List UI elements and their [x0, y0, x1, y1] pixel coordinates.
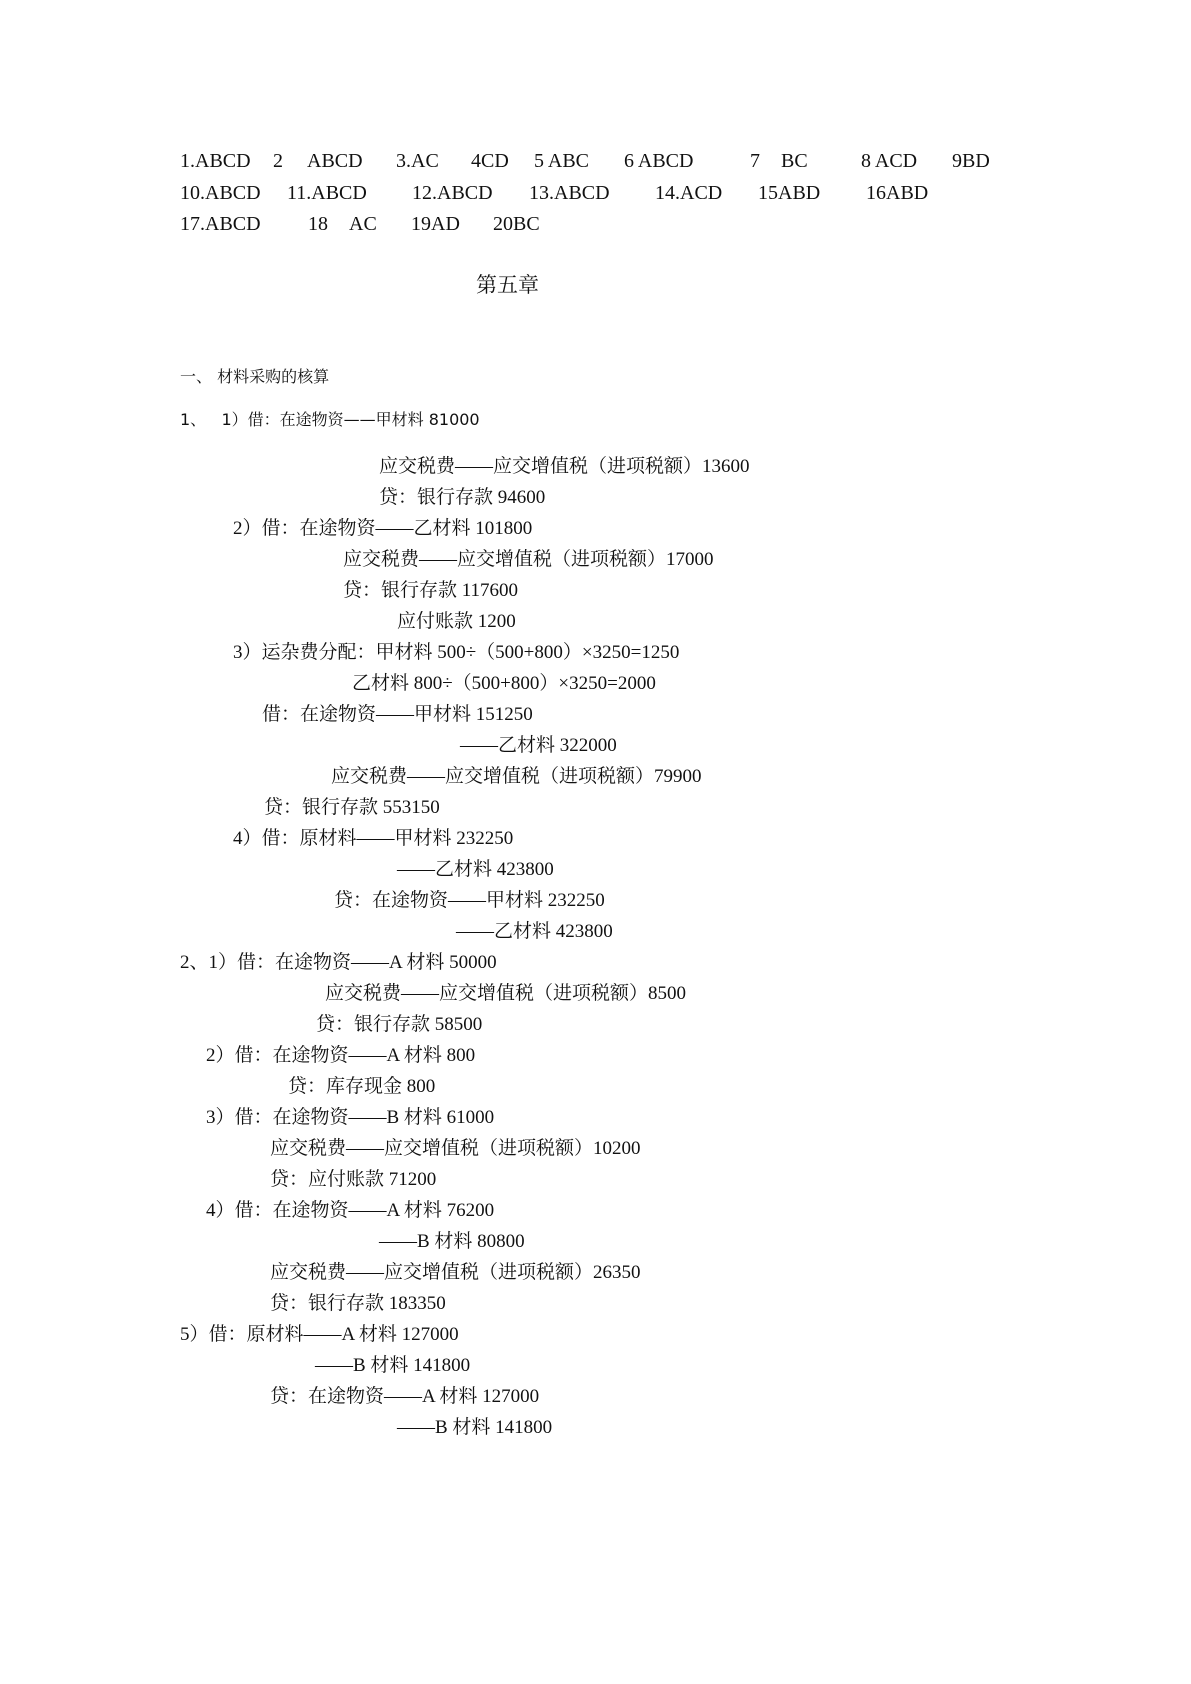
entry-line: 乙材料 800÷（500+800）×3250=2000 [352, 673, 656, 694]
answer-1: 1.ABCD [180, 150, 251, 172]
entry-line: 借：在途物资——甲材料 151250 [262, 704, 533, 725]
section-title: 一、 材料采购的核算 [180, 367, 330, 386]
entry-line: 应付账款 1200 [397, 611, 516, 632]
entry-line: 2、1）借：在途物资——A 材料 50000 [180, 952, 497, 973]
entry-line: ——B 材料 141800 [315, 1355, 471, 1376]
answer-13: 13.ABCD [529, 182, 610, 204]
entry-line: 贷：库存现金 800 [288, 1076, 436, 1097]
answer-4: 4CD [471, 150, 509, 172]
entry-line: 应交税费——应交增值税（进项税额）26350 [270, 1262, 641, 1283]
entry-line: 应交税费——应交增值税（进项税额）79900 [331, 766, 702, 787]
entry-line: ——乙材料 423800 [456, 921, 613, 942]
entry-line: 3）运杂费分配：甲材料 500÷（500+800）×3250=1250 [233, 642, 680, 663]
entry-line: ——乙材料 423800 [397, 859, 554, 880]
entry-line: 4）借：原材料——甲材料 232250 [233, 828, 514, 849]
answer-20: 20BC [493, 213, 540, 235]
entry-line: 应交税费——应交增值税（进项税额）17000 [343, 549, 714, 570]
answer-18: AC [349, 213, 377, 235]
answer-12: 12.ABCD [412, 182, 493, 204]
entry-line: 1、 1）借：在途物资——甲材料 81000 [180, 410, 480, 429]
answer-14: 14.ACD [655, 182, 723, 204]
entry-line: 2）借：在途物资——A 材料 800 [206, 1045, 476, 1066]
entry-line: 应交税费——应交增值税（进项税额）8500 [325, 983, 687, 1004]
answer-17: 17.ABCD [180, 213, 261, 235]
answer-15: 15ABD [758, 182, 821, 204]
entry-line: 贷：在途物资——A 材料 127000 [270, 1386, 540, 1407]
answer-18-number: 18 [308, 213, 328, 235]
answer-6: 6 ABCD [624, 150, 694, 172]
entry-line: 3）借：在途物资——B 材料 61000 [206, 1107, 495, 1128]
answer-19: 19AD [411, 213, 460, 235]
entry-line: 贷：银行存款 553150 [264, 797, 440, 818]
answer-8: 8 ACD [861, 150, 918, 172]
entry-line: 2）借：在途物资——乙材料 101800 [233, 518, 533, 539]
answer-16: 16ABD [866, 182, 929, 204]
entry-line: 贷：应付账款 71200 [270, 1169, 437, 1190]
entry-line: ——乙材料 322000 [460, 735, 617, 756]
entry-line: 贷：银行存款 94600 [379, 487, 546, 508]
entry-line: 应交税费——应交增值税（进项税额）13600 [379, 456, 750, 477]
entry-line: 贷：银行存款 183350 [270, 1293, 446, 1314]
entry-line: 5）借：原材料——A 材料 127000 [180, 1324, 459, 1345]
answer-3: 3.AC [396, 150, 439, 172]
entry-line: 应交税费——应交增值税（进项税额）10200 [270, 1138, 641, 1159]
entry-line: ——B 材料 141800 [397, 1417, 553, 1438]
entry-line: ——B 材料 80800 [379, 1231, 525, 1252]
answer-11: 11.ABCD [287, 182, 367, 204]
answer-9: 9BD [952, 150, 990, 172]
answer-10: 10.ABCD [180, 182, 261, 204]
answer-2-number: 2 [273, 150, 283, 172]
answer-5: 5 ABC [534, 150, 590, 172]
chapter-title: 第五章 [476, 273, 539, 297]
entry-line: 贷：在途物资——甲材料 232250 [334, 890, 605, 911]
entry-line: 4）借：在途物资——A 材料 76200 [206, 1200, 495, 1221]
answer-2: ABCD [307, 150, 363, 172]
entry-line: 贷：银行存款 117600 [343, 580, 519, 601]
entry-line: 贷：银行存款 58500 [316, 1014, 483, 1035]
answer-7: BC [781, 150, 808, 172]
answer-7-number: 7 [750, 150, 760, 172]
